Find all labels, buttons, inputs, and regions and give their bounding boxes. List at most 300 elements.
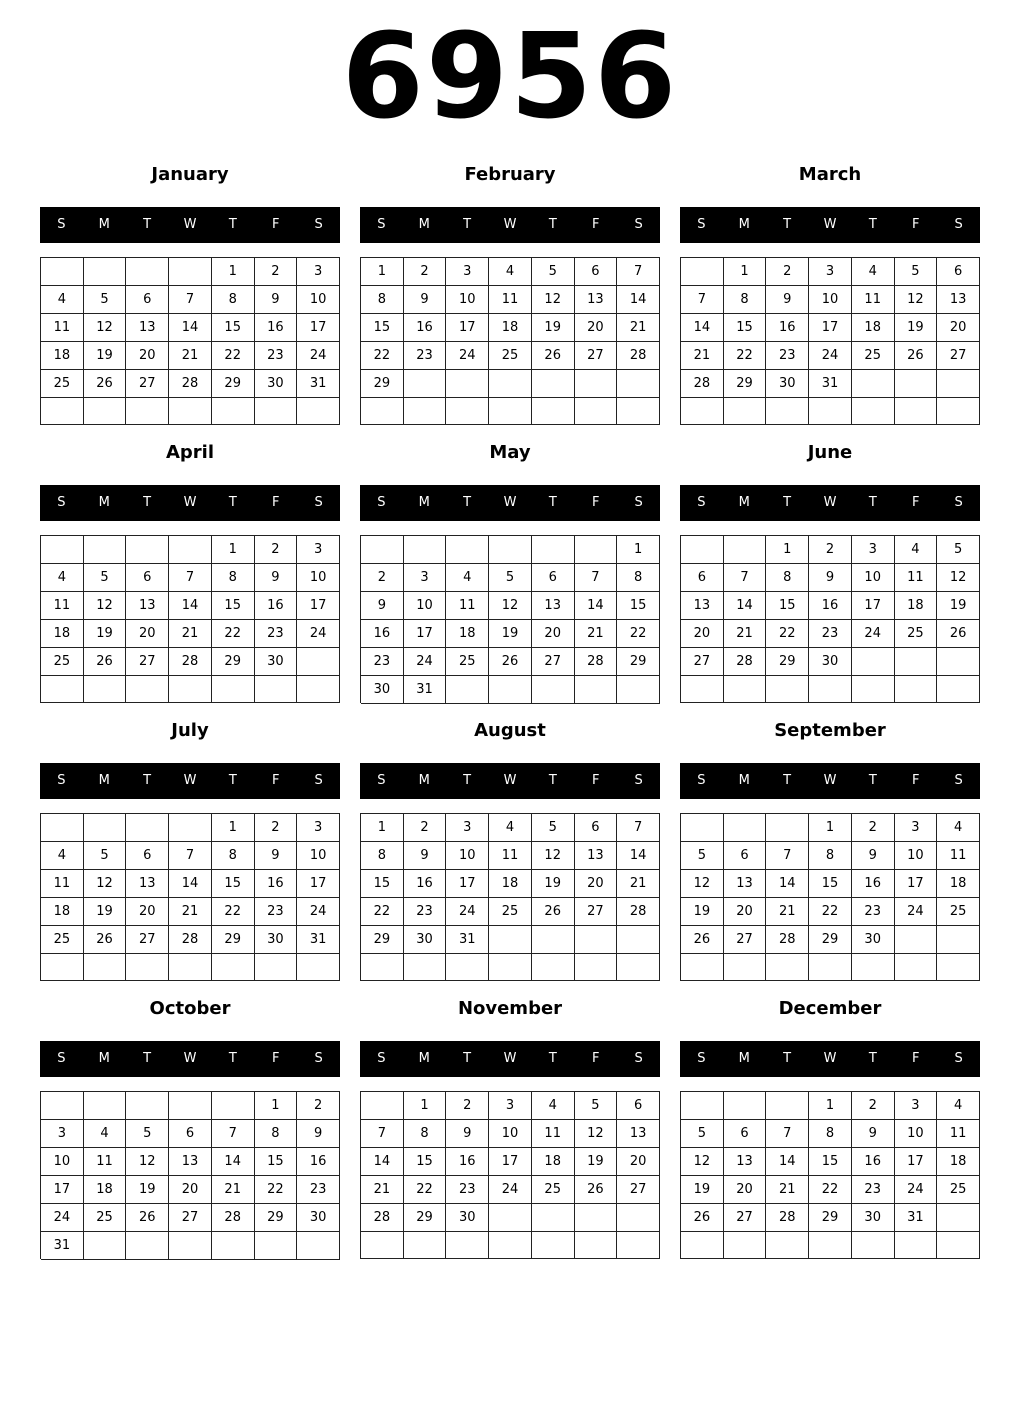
weekday-label: T	[548, 217, 557, 232]
day-cell: 1	[724, 258, 767, 286]
empty-day-cell	[84, 398, 127, 425]
day-cell: 15	[212, 592, 255, 620]
day-cell: 4	[489, 814, 532, 842]
empty-day-cell	[532, 370, 575, 398]
day-cell: 17	[489, 1148, 532, 1176]
day-cell: 16	[809, 592, 852, 620]
day-cell: 6	[126, 564, 169, 592]
empty-day-cell	[446, 954, 489, 981]
day-cell: 28	[575, 648, 618, 676]
day-cell: 29	[404, 1204, 447, 1232]
day-cell: 2	[255, 258, 298, 286]
day-cell: 30	[852, 926, 895, 954]
day-cell: 18	[895, 592, 938, 620]
weekday-label: S	[954, 495, 963, 510]
day-cell: 13	[937, 286, 980, 314]
day-cell: 24	[41, 1204, 84, 1232]
day-cell: 26	[84, 648, 127, 676]
empty-day-cell	[809, 676, 852, 703]
empty-day-cell	[404, 954, 447, 981]
weekday-header	[40, 763, 340, 799]
day-cell: 21	[169, 620, 212, 648]
day-cell: 12	[84, 314, 127, 342]
day-cell: 14	[212, 1148, 255, 1176]
day-cell: 13	[169, 1148, 212, 1176]
empty-day-cell	[446, 1232, 489, 1259]
day-cell: 13	[126, 870, 169, 898]
day-cell: 19	[84, 898, 127, 926]
empty-day-cell	[809, 398, 852, 425]
day-cell: 14	[575, 592, 618, 620]
day-cell: 23	[852, 1176, 895, 1204]
weekday-label: T	[228, 1051, 237, 1066]
day-cell: 2	[446, 1092, 489, 1120]
day-cell: 5	[84, 842, 127, 870]
weekday-label: W	[183, 773, 197, 788]
day-cell: 2	[255, 814, 298, 842]
empty-day-cell	[724, 1092, 767, 1120]
day-cell: 28	[212, 1204, 255, 1232]
empty-day-cell	[809, 954, 852, 981]
day-cell: 20	[169, 1176, 212, 1204]
day-cell: 3	[297, 814, 340, 842]
day-cell: 2	[404, 814, 447, 842]
empty-day-cell	[446, 398, 489, 425]
day-cell: 16	[852, 870, 895, 898]
day-cell: 5	[681, 842, 724, 870]
empty-day-cell	[809, 1232, 852, 1259]
day-cell: 23	[404, 342, 447, 370]
empty-day-cell	[852, 954, 895, 981]
empty-day-cell	[681, 1232, 724, 1259]
weekday-label: S	[314, 773, 323, 788]
day-cell: 7	[617, 814, 660, 842]
weekday-label: S	[57, 1051, 66, 1066]
day-cell: 2	[809, 536, 852, 564]
day-cell: 22	[212, 898, 255, 926]
day-cell: 19	[895, 314, 938, 342]
day-cell: 31	[404, 676, 447, 704]
month-name: July	[171, 720, 209, 741]
day-cell: 19	[937, 592, 980, 620]
day-cell: 19	[84, 342, 127, 370]
day-cell: 26	[937, 620, 980, 648]
day-cell: 20	[532, 620, 575, 648]
day-cell: 24	[297, 342, 340, 370]
day-cell: 25	[489, 342, 532, 370]
empty-day-cell	[84, 258, 127, 286]
day-cell: 12	[895, 286, 938, 314]
empty-day-cell	[937, 370, 980, 398]
weekday-label: T	[143, 495, 152, 510]
day-cell: 18	[489, 870, 532, 898]
day-cell: 28	[724, 648, 767, 676]
month-name: August	[474, 720, 546, 741]
weekday-label: T	[228, 495, 237, 510]
empty-day-cell	[532, 398, 575, 425]
day-cell: 28	[766, 926, 809, 954]
empty-day-cell	[895, 398, 938, 425]
day-cell: 18	[446, 620, 489, 648]
empty-day-cell	[169, 814, 212, 842]
day-cell: 22	[404, 1176, 447, 1204]
weekday-label: W	[183, 495, 197, 510]
day-cell: 26	[532, 898, 575, 926]
day-cell: 29	[724, 370, 767, 398]
day-grid	[680, 535, 980, 703]
empty-day-cell	[489, 676, 532, 704]
empty-day-cell	[212, 676, 255, 703]
empty-day-cell	[937, 1204, 980, 1232]
day-cell: 18	[852, 314, 895, 342]
day-cell: 25	[41, 926, 84, 954]
empty-day-cell	[489, 370, 532, 398]
day-cell: 17	[852, 592, 895, 620]
day-cell: 1	[212, 536, 255, 564]
weekday-header	[40, 1041, 340, 1077]
empty-day-cell	[617, 1204, 660, 1232]
day-cell: 6	[575, 258, 618, 286]
day-cell: 7	[681, 286, 724, 314]
empty-day-cell	[895, 954, 938, 981]
day-cell: 6	[169, 1120, 212, 1148]
day-cell: 22	[766, 620, 809, 648]
day-cell: 1	[212, 258, 255, 286]
day-cell: 18	[41, 342, 84, 370]
day-cell: 22	[361, 342, 404, 370]
weekday-label: F	[911, 773, 920, 788]
empty-day-cell	[681, 536, 724, 564]
empty-day-cell	[681, 676, 724, 703]
weekday-label: M	[98, 1051, 110, 1066]
day-cell: 22	[212, 620, 255, 648]
day-cell: 9	[255, 286, 298, 314]
day-cell: 5	[532, 814, 575, 842]
weekday-label: F	[591, 217, 600, 232]
day-cell: 30	[809, 648, 852, 676]
day-cell: 27	[169, 1204, 212, 1232]
day-cell: 24	[895, 898, 938, 926]
weekday-label: W	[823, 495, 837, 510]
day-cell: 25	[446, 648, 489, 676]
day-cell: 22	[724, 342, 767, 370]
day-cell: 3	[489, 1092, 532, 1120]
day-cell: 3	[297, 536, 340, 564]
day-cell: 12	[681, 870, 724, 898]
day-cell: 5	[681, 1120, 724, 1148]
empty-day-cell	[212, 1092, 255, 1120]
day-cell: 10	[446, 286, 489, 314]
day-cell: 28	[681, 370, 724, 398]
day-cell: 10	[895, 1120, 938, 1148]
weekday-label: M	[98, 217, 110, 232]
weekday-header	[360, 1041, 660, 1077]
day-cell: 12	[681, 1148, 724, 1176]
day-cell: 11	[489, 842, 532, 870]
weekday-label: S	[377, 495, 386, 510]
weekday-label: T	[228, 773, 237, 788]
day-cell: 19	[681, 898, 724, 926]
day-cell: 26	[532, 342, 575, 370]
day-cell: 9	[361, 592, 404, 620]
day-cell: 14	[617, 842, 660, 870]
day-cell: 21	[724, 620, 767, 648]
weekday-label: F	[271, 773, 280, 788]
day-cell: 27	[126, 926, 169, 954]
empty-day-cell	[126, 814, 169, 842]
day-cell: 10	[41, 1148, 84, 1176]
day-cell: 21	[766, 898, 809, 926]
day-cell: 10	[297, 842, 340, 870]
empty-day-cell	[297, 648, 340, 676]
empty-day-cell	[169, 1092, 212, 1120]
day-cell: 6	[126, 286, 169, 314]
day-cell: 1	[361, 258, 404, 286]
day-cell: 10	[297, 564, 340, 592]
day-cell: 31	[297, 926, 340, 954]
day-cell: 19	[681, 1176, 724, 1204]
day-cell: 31	[895, 1204, 938, 1232]
empty-day-cell	[937, 926, 980, 954]
day-cell: 1	[617, 536, 660, 564]
empty-day-cell	[297, 954, 340, 981]
day-cell: 31	[41, 1232, 84, 1260]
empty-day-cell	[617, 398, 660, 425]
empty-day-cell	[41, 1092, 84, 1120]
empty-day-cell	[169, 1232, 212, 1260]
day-cell: 29	[617, 648, 660, 676]
empty-day-cell	[169, 258, 212, 286]
empty-day-cell	[575, 370, 618, 398]
day-cell: 1	[766, 536, 809, 564]
day-cell: 23	[852, 898, 895, 926]
weekday-label: T	[868, 217, 877, 232]
day-cell: 12	[575, 1120, 618, 1148]
empty-day-cell	[489, 954, 532, 981]
day-cell: 22	[809, 1176, 852, 1204]
weekday-label: M	[98, 773, 110, 788]
empty-day-cell	[255, 398, 298, 425]
day-cell: 24	[297, 620, 340, 648]
day-cell: 23	[297, 1176, 340, 1204]
empty-day-cell	[446, 536, 489, 564]
empty-day-cell	[937, 1232, 980, 1259]
day-cell: 24	[852, 620, 895, 648]
empty-day-cell	[489, 1204, 532, 1232]
day-cell: 19	[126, 1176, 169, 1204]
day-cell: 11	[937, 1120, 980, 1148]
day-cell: 26	[575, 1176, 618, 1204]
day-cell: 21	[617, 870, 660, 898]
day-cell: 11	[41, 870, 84, 898]
day-cell: 27	[126, 648, 169, 676]
day-cell: 8	[361, 286, 404, 314]
day-cell: 8	[212, 842, 255, 870]
day-cell: 4	[489, 258, 532, 286]
day-cell: 9	[809, 564, 852, 592]
day-cell: 12	[532, 842, 575, 870]
day-cell: 15	[361, 870, 404, 898]
day-cell: 16	[404, 870, 447, 898]
day-cell: 25	[41, 648, 84, 676]
day-cell: 13	[575, 842, 618, 870]
weekday-label: M	[98, 495, 110, 510]
day-cell: 11	[446, 592, 489, 620]
empty-day-cell	[489, 926, 532, 954]
empty-day-cell	[575, 1232, 618, 1259]
weekday-label: S	[954, 217, 963, 232]
day-cell: 9	[404, 842, 447, 870]
empty-day-cell	[532, 926, 575, 954]
weekday-label: S	[377, 217, 386, 232]
empty-day-cell	[126, 676, 169, 703]
empty-day-cell	[766, 398, 809, 425]
day-cell: 23	[766, 342, 809, 370]
day-cell: 16	[446, 1148, 489, 1176]
day-cell: 25	[41, 370, 84, 398]
day-cell: 8	[809, 1120, 852, 1148]
day-cell: 16	[766, 314, 809, 342]
day-cell: 26	[126, 1204, 169, 1232]
day-cell: 25	[852, 342, 895, 370]
weekday-label: T	[143, 773, 152, 788]
empty-day-cell	[895, 1232, 938, 1259]
empty-day-cell	[212, 1232, 255, 1260]
empty-day-cell	[937, 648, 980, 676]
day-cell: 5	[84, 286, 127, 314]
weekday-header	[360, 763, 660, 799]
day-cell: 22	[617, 620, 660, 648]
day-cell: 12	[126, 1148, 169, 1176]
empty-day-cell	[532, 536, 575, 564]
empty-day-cell	[361, 1092, 404, 1120]
day-cell: 7	[212, 1120, 255, 1148]
empty-day-cell	[532, 1232, 575, 1259]
day-cell: 19	[489, 620, 532, 648]
day-cell: 28	[169, 926, 212, 954]
weekday-label: T	[783, 217, 792, 232]
day-cell: 27	[575, 898, 618, 926]
empty-day-cell	[724, 1232, 767, 1259]
weekday-label: T	[783, 495, 792, 510]
day-cell: 9	[852, 842, 895, 870]
empty-day-cell	[895, 676, 938, 703]
day-cell: 28	[766, 1204, 809, 1232]
empty-day-cell	[126, 1092, 169, 1120]
empty-day-cell	[84, 1092, 127, 1120]
day-cell: 17	[404, 620, 447, 648]
day-cell: 4	[41, 842, 84, 870]
day-cell: 6	[724, 1120, 767, 1148]
day-cell: 26	[681, 926, 724, 954]
weekday-label: S	[954, 773, 963, 788]
day-cell: 27	[126, 370, 169, 398]
weekday-label: T	[143, 217, 152, 232]
day-cell: 13	[724, 1148, 767, 1176]
empty-day-cell	[41, 536, 84, 564]
day-cell: 21	[681, 342, 724, 370]
day-cell: 18	[489, 314, 532, 342]
empty-day-cell	[724, 536, 767, 564]
day-cell: 12	[84, 592, 127, 620]
empty-day-cell	[212, 954, 255, 981]
weekday-label: T	[228, 217, 237, 232]
day-cell: 2	[297, 1092, 340, 1120]
empty-day-cell	[575, 536, 618, 564]
weekday-label: S	[697, 495, 706, 510]
day-cell: 6	[681, 564, 724, 592]
day-cell: 7	[361, 1120, 404, 1148]
day-cell: 24	[489, 1176, 532, 1204]
day-cell: 30	[255, 370, 298, 398]
day-cell: 24	[895, 1176, 938, 1204]
day-cell: 29	[809, 1204, 852, 1232]
day-cell: 18	[532, 1148, 575, 1176]
day-cell: 2	[766, 258, 809, 286]
empty-day-cell	[895, 648, 938, 676]
month-name: January	[151, 164, 229, 185]
day-cell: 21	[169, 898, 212, 926]
day-cell: 24	[809, 342, 852, 370]
empty-day-cell	[126, 954, 169, 981]
weekday-label: W	[823, 217, 837, 232]
empty-day-cell	[297, 1232, 340, 1260]
day-cell: 11	[41, 314, 84, 342]
day-cell: 5	[126, 1120, 169, 1148]
day-cell: 2	[852, 1092, 895, 1120]
empty-day-cell	[724, 676, 767, 703]
empty-day-cell	[532, 676, 575, 704]
day-cell: 20	[724, 898, 767, 926]
day-cell: 17	[41, 1176, 84, 1204]
day-cell: 1	[809, 814, 852, 842]
weekday-label: W	[503, 1051, 517, 1066]
day-cell: 3	[446, 258, 489, 286]
day-cell: 14	[766, 870, 809, 898]
weekday-label: W	[183, 217, 197, 232]
weekday-label: T	[463, 773, 472, 788]
day-cell: 7	[169, 842, 212, 870]
empty-day-cell	[766, 1232, 809, 1259]
day-cell: 16	[255, 870, 298, 898]
weekday-label: M	[418, 217, 430, 232]
day-cell: 6	[617, 1092, 660, 1120]
empty-day-cell	[766, 1092, 809, 1120]
empty-day-cell	[852, 398, 895, 425]
empty-day-cell	[575, 398, 618, 425]
day-cell: 25	[532, 1176, 575, 1204]
weekday-header	[40, 207, 340, 243]
weekday-label: F	[911, 217, 920, 232]
day-cell: 13	[126, 592, 169, 620]
day-cell: 21	[766, 1176, 809, 1204]
day-cell: 30	[404, 926, 447, 954]
day-cell: 28	[169, 648, 212, 676]
weekday-header	[360, 485, 660, 521]
day-cell: 14	[681, 314, 724, 342]
day-cell: 15	[255, 1148, 298, 1176]
empty-day-cell	[126, 398, 169, 425]
day-cell: 13	[532, 592, 575, 620]
empty-day-cell	[532, 1204, 575, 1232]
empty-day-cell	[617, 926, 660, 954]
day-cell: 20	[126, 898, 169, 926]
day-cell: 10	[404, 592, 447, 620]
day-cell: 3	[446, 814, 489, 842]
weekday-label: S	[57, 217, 66, 232]
weekday-label: M	[418, 495, 430, 510]
day-cell: 18	[937, 870, 980, 898]
